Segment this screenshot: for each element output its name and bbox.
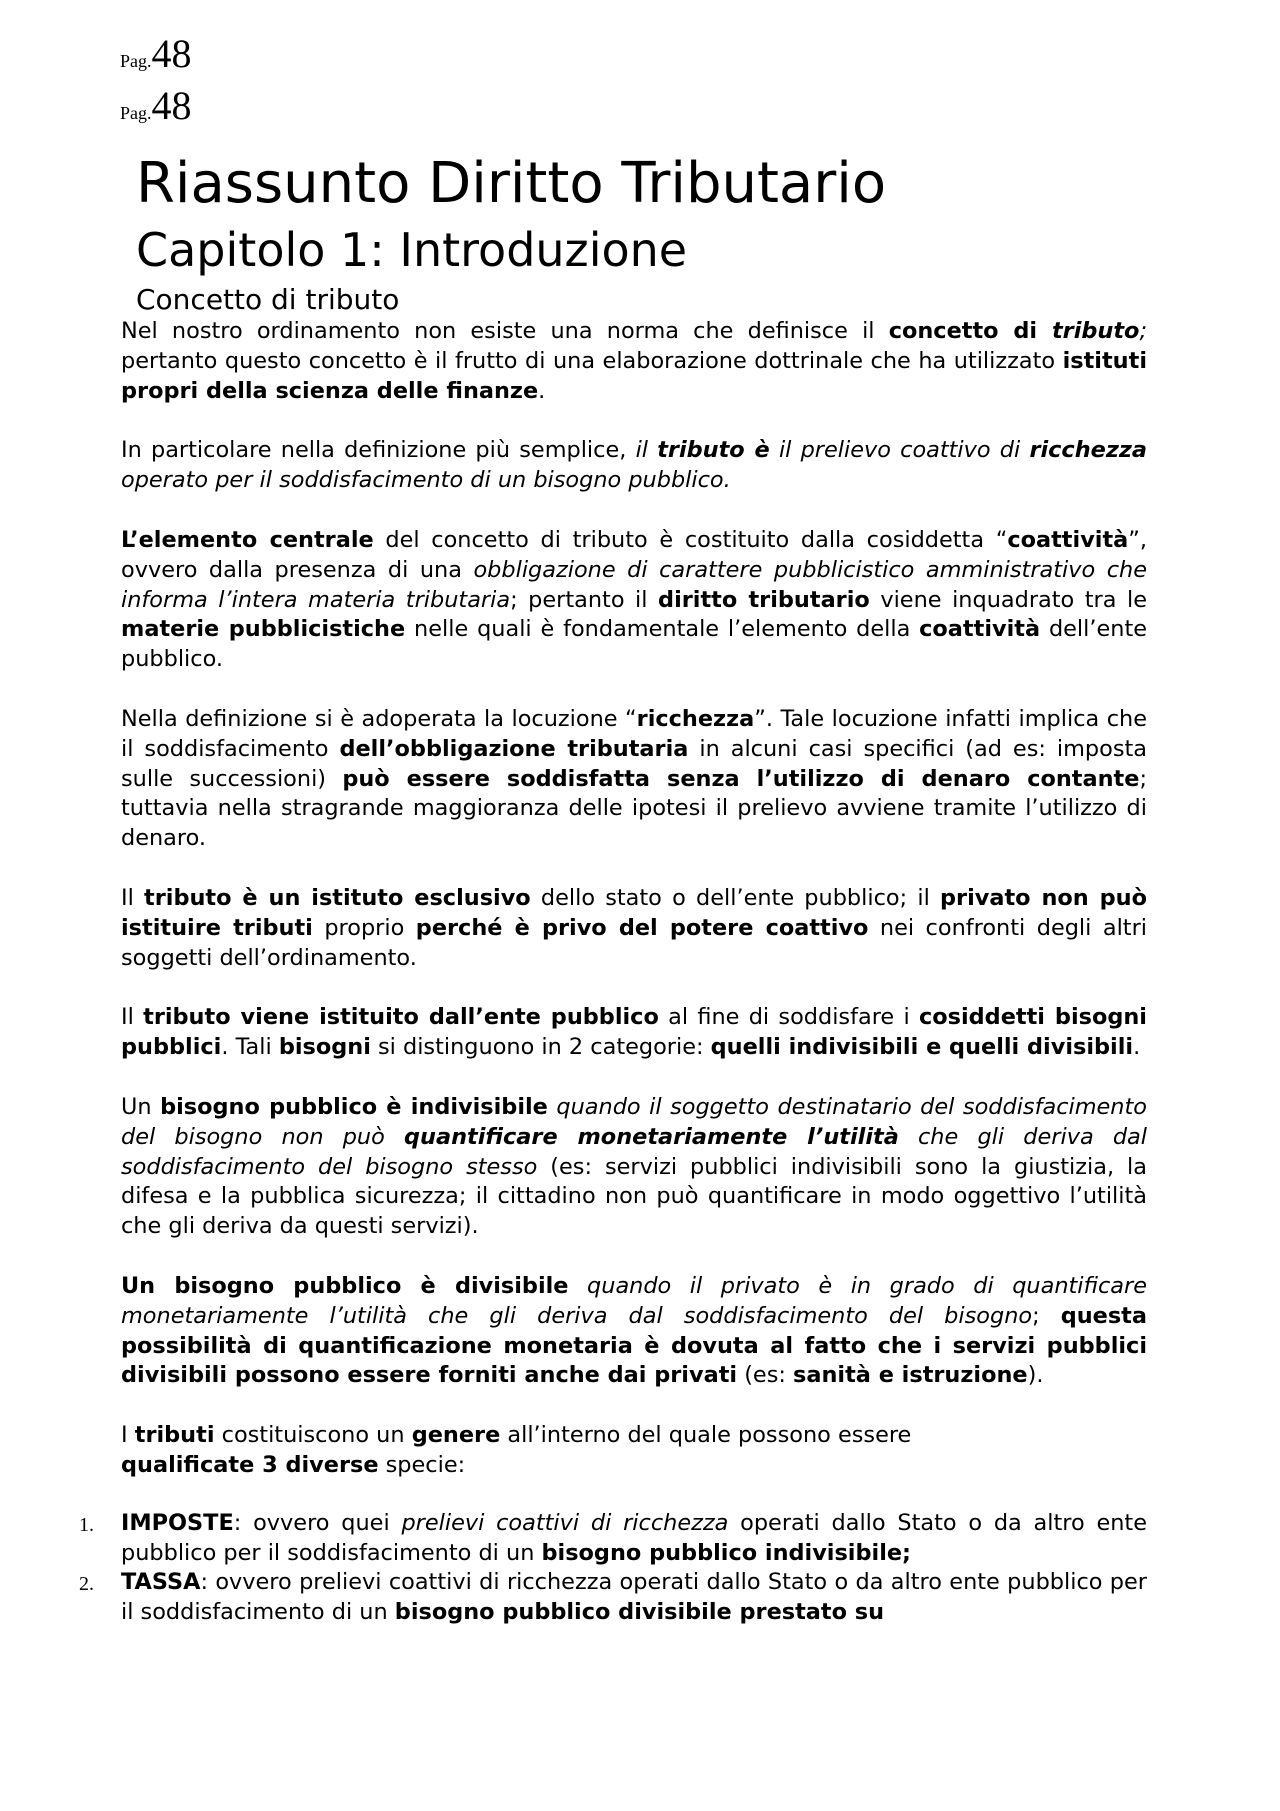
paragraph: Il tributo viene istituito dall’ente pubblico al fine di soddisfare i cosiddetti bisogni pubblici. Tali bisogni si distinguono in 2 categorie: quelli indivisibili e quelli divisibili. [121, 1004, 1147, 1061]
paragraph: L’elemento centrale del concetto di tributo è costituito dalla cosiddetta “coattività”, ovvero dalla presenza di una obbligazione di carattere pubblicistico amministrativo che informa l’intera materia tributaria; pertanto il diritto tributario viene inquadrato tra le materie pubblicistiche nelle quali è fondamentale l’elemento della coattività dell’ente pubblico. [121, 526, 1148, 673]
list-item: 1. IMPOSTE: ovvero quei prelievi coattivi di ricchezza operati dallo Stato o da altro ente pubblico per il soddisfacimento di un bisogno pubblico indivisibile; [79, 1509, 1147, 1566]
paragraph: Nel nostro ordinamento non esiste una norma che definisce il concetto di tributo; pertanto questo concetto è il frutto di una elaborazione dottrinale che ha utilizzato istituti propri della scienza delle finanze. [121, 318, 1147, 404]
paragraph: Un bisogno pubblico è divisibile quando il privato è in grado di quantificare monetariamente l’utilità che gli deriva dal soddisfacimento del bisogno; questa possibilità di quantificazione monetaria è dovuta al fatto che i servizi pubblici divisibili possono essere forniti anche dai privati (es: sanità e istruzione). [121, 1272, 1147, 1389]
paragraph: Nella definizione si è adoperata la locuzione “ricchezza”. Tale locuzione infatti implica che il soddisfacimento dell’obbligazione tributaria in alcuni casi specifici (ad es: imposta sulle successioni) può essere soddisfatta senza l’utilizzo di denaro contante; tuttavia nella stragrande maggioranza delle ipotesi il prelievo avviene tramite l’utilizzo di denaro. [121, 705, 1148, 852]
paragraph-list [121, 317, 1147, 1481]
paragraph: Un bisogno pubblico è indivisibile quando il soggetto destinatario del soddisfacimento del bisogno non può quantificare monetariamente l’utilità che gli deriva dal soddisfacimento del bisogno stesso (es: servizi pubblici indivisibili sono la giustizia, la difesa e la pubblica sicurezza; il cittadino non può quantificare in modo oggettivo l’utilità che gli deriva da questi servizi). [121, 1093, 1147, 1240]
page-number: 48 [151, 31, 192, 76]
list-marker: 1. [79, 1513, 94, 1536]
species-list [79, 1509, 1147, 1628]
paragraph: In particolare nella definizione più semplice, il tributo è il prelievo coattivo di ricchezza operato per il soddisfacimento di un bisogno pubblico. [121, 437, 1147, 494]
chapter-heading: Capitolo 1: Introduzione [136, 223, 688, 277]
list-marker: 2. [79, 1573, 94, 1596]
body-text [79, 317, 1148, 1628]
list-item: 2. TASSA: ovvero prelievi coattivi di ricchezza operati dallo Stato o da altro ente pubblico per il soddisfacimento di un bisogno pubblico divisibile prestato su [79, 1569, 1147, 1626]
page-number-header [120, 31, 192, 76]
page-number: 48 [151, 83, 192, 128]
section-heading: Concetto di tributo [136, 283, 400, 316]
document-title: Riassunto Diritto Tributario [136, 151, 887, 216]
page-label: Pag. [120, 51, 152, 71]
page-number-header [120, 83, 192, 128]
page-label: Pag. [120, 103, 152, 123]
paragraph: I tributi costituiscono un genere all’interno del quale possono essere qualificate 3 diverse specie: [121, 1422, 912, 1478]
paragraph: Il tributo è un istituto esclusivo dello stato o dell’ente pubblico; il privato non può istituire tributi proprio perché è privo del potere coattivo nei confronti degli altri soggetti dell’ordinamento. [121, 884, 1147, 971]
